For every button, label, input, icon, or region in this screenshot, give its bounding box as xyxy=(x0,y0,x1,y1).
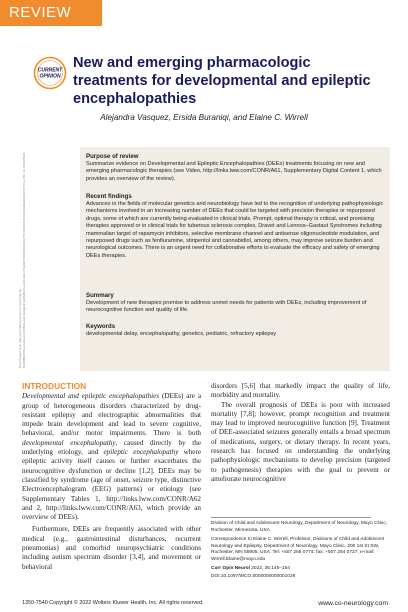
download-watermark-text: Downloaded from http://journals.lww.com/co-neurology by BhDMf5ePHKav1zEoum1tQfN4a+kJLhEZgbsIHo4XMi0hCywCX1AWnYQp/IlQrHD3i3D0OdRyi7TvSFl4Cf3VC4/OAVpDDa8KKGKV0Ymy+78= on 07/10/2023 xyxy=(18,152,27,368)
copyright-footer: 1350-7540 Copyright © 2022 Wolters Kluwer Health, Inc. All rights reserved. xyxy=(22,600,204,606)
purpose-text: Summarize evidence on Developmental and Epileptic Encephalopathies (DEEs) treatments focusing on new and emerging pharmacologic therapies (see Video, http://links.lww.com/CONR/A61, Supplementary Digital Content 1, which provides an overview of the review). xyxy=(86,161,382,182)
intro-paragraph-1: Developmental and epileptic encephalopathies (DEEs) are a group of heterogeneous disorders characterized by drug-resistant epilepsy and electrographic abnormalities that impede brain development and lead to severe cognitive, behavioral, and/or motor impairments. There is both developmental encephalopathy, caused directly by the underlying etiology, and epileptic encephalopathy where epileptic activity itself causes or further exacerbates the neurocognitive dysfunction or decline [1,2]. DEEs may be classified by syndrome (age of onset, seizure type, distinctive Electroencephalogram (EEG) patterns) or etiology (see Supplementary Tables 1, http://links.lww.com/CONR/A62 and 2, http://links.lww.com/CONR/A63, which provide an overview of DEEs). xyxy=(22,392,202,522)
findings-heading: Recent findings xyxy=(86,193,132,200)
summary-text: Development of new therapies promise to address unmet needs for patients with DEEs, including improvement of neurocognitive function and quality of life. xyxy=(86,300,367,314)
doi-line: DOI:10.1097/WCO.0000000000001029 xyxy=(211,573,296,579)
abstract-box xyxy=(80,147,390,371)
intro-paragraph-2: Furthermore, DEEs are frequently associated with other medical (e.g., gastrointestinal disturbances, recurrent pneumonias) and comorbid neuropsychiatric conditions including autism spectrum disorder [3,4], and movement or behavioral xyxy=(22,525,201,571)
logo-line2: OPINION xyxy=(39,73,61,80)
introduction-heading: INTRODUCTION xyxy=(22,381,87,391)
purpose-heading: Purpose of review xyxy=(86,153,139,160)
summary-heading: Summary xyxy=(86,292,114,299)
current-opinion-logo xyxy=(33,56,67,90)
author-list: Alejandra Vasquez, Ersida Buraniqi, and Elaine C. Wirrell xyxy=(100,113,308,122)
keywords-text: developmental delay, encephalopathy, genetics, pediatric, refractory epilepsy xyxy=(86,331,277,337)
logo-icon xyxy=(33,56,67,90)
correspondence-text: Correspondence to Elaine C. Wirrell, Professor, Divisions of Child and Adolescent Neurology and Epilepsy, Department of Neurology, Mayo Clinic, 200 1st St SW, Rochester, MN 55905, USA. Tel: +507 266 0774; fax: +507 284 0727; e-mail: Wirrell.Elaine@mayo.edu xyxy=(211,537,385,562)
findings-text: Advances in the fields of molecular genetics and neurobiology have led to the recognition of underlying pathophysiologic mechanisms involved in an increasing number of DEEs that could be targeted with precision therapies or repurposed drugs, some of which are currently being evaluated in clinical trials. Prompt, optimal therapy is critical, and promising therapies approved or in clinical trials for tuberous sclerosis complex, Dravet and Lennox–Gastaut Syndromes including mammalian target of rapamycin inhibitors, selective membrane channel and antisense oligonucleotide modulation, and repurposed drugs such as fenfluramine, stiripentol and cannabidiol, among others, may improve seizure burden and neurological outcomes. There is an urgent need for collaborative efforts to evaluate the efficacy and safety of emerging DEEs therapies. xyxy=(86,201,384,259)
section-tab xyxy=(0,0,102,26)
section-tab-label: REVIEW xyxy=(9,4,72,21)
logo-line1: CURRENT xyxy=(37,67,63,74)
affiliation-division: Division of Child and Adolescent Neurology, Department of Neurology, Mayo Clinic, Rochester, Minnesota, USA xyxy=(211,521,388,533)
intro-paragraph-3: disorders [5,6] that markedly impact the quality of life, morbidity and mortality. xyxy=(211,382,390,400)
download-watermark xyxy=(5,130,27,368)
citation-line: Curr Opin Neurol 2022, 35:145–154 xyxy=(211,566,290,571)
journal-url-footer: www.co-neurology.com xyxy=(318,600,388,607)
left-column xyxy=(22,382,201,572)
intro-paragraph-4: The overall prognosis of DEEs is poor with increased mortality [7,8]; however, prompt recognition and treatment may lead to improved neurocognitive function [9]. Treatment of DEE-associated seizures generally entails a broad spectrum of medications, surgery, or dietary therapy. In recent years, research has focused on understanding the underlying pathophysiologic mechanisms to develop precision (targeted to pathogenesis) therapies with the goal to prevent or ameliorate neurocognitive xyxy=(211,400,390,483)
affiliation-block xyxy=(211,517,392,580)
right-column xyxy=(211,382,390,484)
keywords-heading: Keywords xyxy=(86,323,116,330)
article-title: New and emerging pharmacologic treatments for developmental and epileptic encephalopathies xyxy=(73,55,371,107)
affiliation-divider xyxy=(211,517,371,518)
